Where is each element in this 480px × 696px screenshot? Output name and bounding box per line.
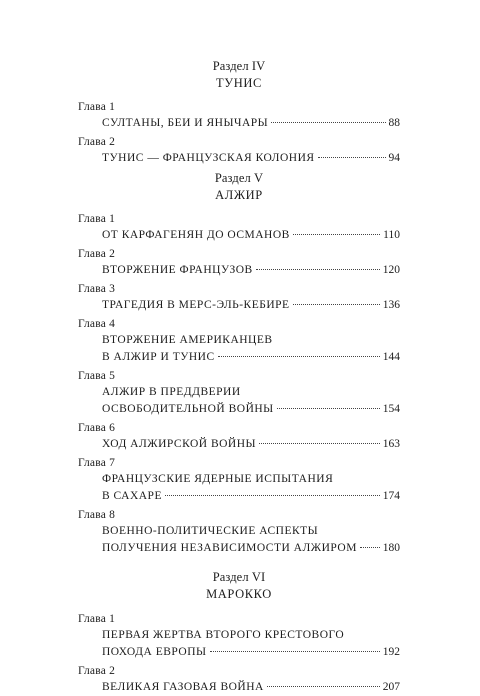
chapter-label: Глава 5 xyxy=(78,370,116,382)
page-number: 180 xyxy=(382,542,400,554)
chapter-title: ВТОРЖЕНИЕ АМЕРИКАНЦЕВ xyxy=(102,334,273,346)
toc-entry[interactable] xyxy=(78,135,400,167)
page-number: 110 xyxy=(383,229,400,241)
chapter-title: ОТ КАРФАГЕНЯН ДО ОСМАНОВ xyxy=(102,229,290,241)
section-title: ТУНИС xyxy=(216,76,262,90)
chapter-label: Глава 3 xyxy=(78,283,116,295)
dot-leader xyxy=(318,157,386,158)
section-morocco xyxy=(78,569,400,696)
chapter-title: ВТОРЖЕНИЕ ФРАНЦУЗОВ xyxy=(102,264,253,276)
page-number: 192 xyxy=(382,646,400,658)
chapter-title-continued: В САХАРЕ xyxy=(102,490,162,502)
dot-leader xyxy=(259,443,380,444)
page-number: 207 xyxy=(382,681,400,693)
chapter-title: ТУНИС — ФРАНЦУЗСКАЯ КОЛОНИЯ xyxy=(102,152,315,164)
chapter-label: Глава 2 xyxy=(78,248,116,260)
section-number: Раздел IV xyxy=(212,59,266,73)
chapter-label: Глава 1 xyxy=(78,213,116,225)
toc-entry[interactable] xyxy=(78,612,400,661)
table-of-contents xyxy=(78,58,400,696)
dot-leader xyxy=(293,234,380,235)
section-title: АЛЖИР xyxy=(215,188,263,202)
page-number: 88 xyxy=(388,117,400,129)
chapter-title-continued: ПОХОДА ЕВРОПЫ xyxy=(102,646,207,658)
toc-entry[interactable] xyxy=(78,317,400,366)
chapter-label: Глава 1 xyxy=(78,613,116,625)
dot-leader xyxy=(360,547,380,548)
toc-entry[interactable] xyxy=(78,664,400,696)
chapter-label: Глава 7 xyxy=(78,457,116,469)
chapter-title: АЛЖИР В ПРЕДДВЕРИИ xyxy=(102,386,241,398)
chapter-title: ХОД АЛЖИРСКОЙ ВОЙНЫ xyxy=(102,438,257,450)
page-number: 154 xyxy=(382,403,400,415)
section-number: Раздел VI xyxy=(212,570,266,584)
toc-entry[interactable] xyxy=(78,212,400,244)
page-number: 94 xyxy=(388,152,400,164)
dot-leader xyxy=(293,304,380,305)
chapter-label: Глава 2 xyxy=(78,665,116,677)
section-tunisia xyxy=(78,58,400,167)
dot-leader xyxy=(218,356,380,357)
toc-entry[interactable] xyxy=(78,508,400,557)
chapter-title-continued: ОСВОБОДИТЕЛЬНОЙ ВОЙНЫ xyxy=(102,403,274,415)
section-number: Раздел V xyxy=(214,171,264,185)
dot-leader xyxy=(271,122,385,123)
toc-entry[interactable] xyxy=(78,247,400,279)
chapter-label: Глава 2 xyxy=(78,136,116,148)
chapter-label: Глава 6 xyxy=(78,422,116,434)
chapter-title: СУЛТАНЫ, БЕИ И ЯНЫЧАРЫ xyxy=(102,117,269,129)
chapter-title-continued: В АЛЖИР И ТУНИС xyxy=(102,351,215,363)
page-number: 120 xyxy=(382,264,400,276)
toc-entry[interactable] xyxy=(78,421,400,453)
chapter-label: Глава 4 xyxy=(78,318,116,330)
page-number: 144 xyxy=(382,351,400,363)
page-number: 174 xyxy=(382,490,400,502)
dot-leader xyxy=(165,495,380,496)
chapter-label: Глава 1 xyxy=(78,101,116,113)
dot-leader xyxy=(277,408,380,409)
toc-entry[interactable] xyxy=(78,100,400,132)
toc-entry[interactable] xyxy=(78,369,400,418)
chapter-title: ФРАНЦУЗСКИЕ ЯДЕРНЫЕ ИСПЫТАНИЯ xyxy=(102,473,334,485)
chapter-title-continued: ПОЛУЧЕНИЯ НЕЗАВИСИМОСТИ АЛЖИРОМ xyxy=(102,542,357,554)
toc-entry[interactable] xyxy=(78,456,400,505)
dot-leader xyxy=(256,269,380,270)
section-algeria xyxy=(78,170,400,557)
chapter-title: ПЕРВАЯ ЖЕРТВА ВТОРОГО КРЕСТОВОГО xyxy=(102,629,345,641)
chapter-title: ТРАГЕДИЯ В МЕРС-ЭЛЬ-КЕБИРЕ xyxy=(102,299,290,311)
chapter-label: Глава 8 xyxy=(78,509,116,521)
dot-leader xyxy=(210,651,380,652)
page-number: 136 xyxy=(382,299,400,311)
chapter-title: ВОЕННО-ПОЛИТИЧЕСКИЕ АСПЕКТЫ xyxy=(102,525,319,537)
chapter-title: ВЕЛИКАЯ ГАЗОВАЯ ВОЙНА xyxy=(102,681,264,693)
section-title: МАРОККО xyxy=(206,587,272,601)
dot-leader xyxy=(267,686,380,687)
page-number: 163 xyxy=(382,438,400,450)
toc-entry[interactable] xyxy=(78,282,400,314)
